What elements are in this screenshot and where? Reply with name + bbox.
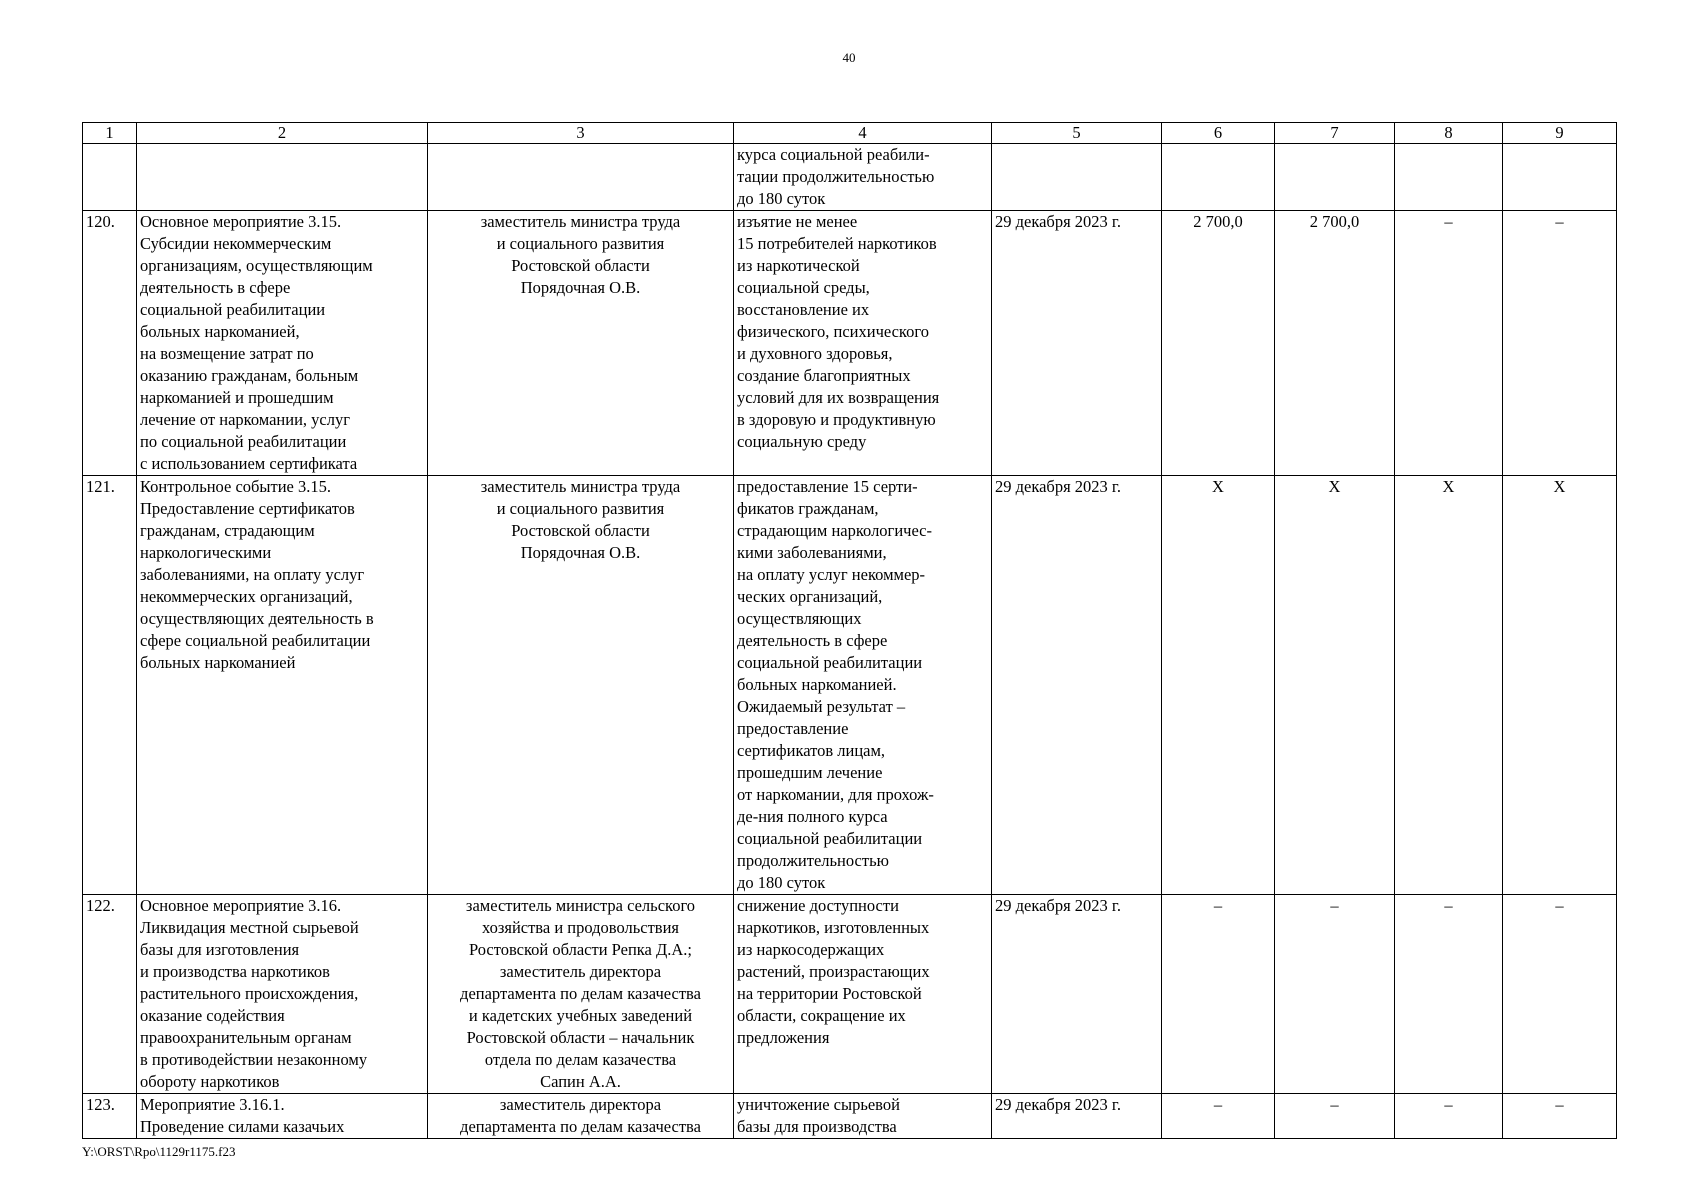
row-number-cell: 123. (83, 1094, 137, 1139)
expected-result-cell-line: условий для их возвращения (737, 388, 940, 407)
row-number-cell (83, 144, 137, 211)
value-cell-8 (1395, 144, 1503, 211)
measure-name-cell-line: осуществляющих деятельность в (140, 609, 374, 628)
value-cell-8: X (1395, 476, 1503, 895)
expected-result-cell-line: социальной реабилитации (737, 829, 923, 848)
responsible-person-cell-line: и социального развития (496, 499, 665, 518)
value-cell-6 (1162, 144, 1275, 211)
responsible-person-cell (428, 211, 734, 476)
value-cell-6: 2 700,0 (1162, 211, 1275, 476)
measure-name-cell (137, 895, 428, 1094)
value-cell-8: – (1395, 895, 1503, 1094)
responsible-person-cell-line: и кадетских учебных заведений (468, 1006, 693, 1025)
expected-result-cell-line: социальной реабилитации (737, 653, 923, 672)
responsible-person-cell-line: и социального развития (496, 234, 665, 253)
measure-name-cell-line: наркоманией и прошедшим (140, 388, 334, 407)
responsible-person-cell-line: Сапин А.А. (540, 1072, 621, 1091)
measure-name-cell-line: и производства наркотиков (140, 962, 330, 981)
header-cell: 1 (83, 123, 137, 144)
table-row (83, 476, 1617, 895)
responsible-person-cell-line: Порядочная О.В. (520, 543, 641, 562)
measure-name-cell-line: правоохранительным органам (140, 1028, 352, 1047)
responsible-person-cell-line: заместитель министра труда (480, 212, 681, 231)
expected-result-cell-line: больных наркоманией. (737, 675, 897, 694)
expected-result-cell-line: продолжительностью (737, 851, 889, 870)
expected-result-cell (734, 211, 992, 476)
measure-name-cell-line: Основное мероприятие 3.16. (140, 896, 342, 915)
header-cell: 2 (137, 123, 428, 144)
expected-result-cell-line: предложения (737, 1028, 830, 1047)
measure-name-cell-line: обороту наркотиков (140, 1072, 280, 1091)
expected-result-cell (734, 144, 992, 211)
expected-result-cell-line: кими заболеваниями, (737, 543, 887, 562)
responsible-person-cell-line: Ростовской области (511, 521, 650, 540)
value-cell-9 (1503, 144, 1617, 211)
responsible-person-cell-line: отдела по делам казачества (484, 1050, 677, 1069)
measure-name-cell (137, 211, 428, 476)
expected-result-cell-line: Ожидаемый результат – (737, 697, 906, 716)
responsible-person-cell (428, 144, 734, 211)
responsible-person-cell (428, 895, 734, 1094)
measure-name-cell-line: наркологическими (140, 543, 272, 562)
expected-result-cell-line: до 180 суток (737, 189, 826, 208)
responsible-person-cell-line: заместитель министра сельского (465, 896, 696, 915)
value-cell-7: – (1275, 895, 1395, 1094)
expected-result-cell-line: осуществляющих (737, 609, 862, 628)
measure-name-cell (137, 1094, 428, 1139)
value-cell-8: – (1395, 211, 1503, 476)
value-cell-7 (1275, 144, 1395, 211)
expected-result-cell-line: растений, произрастающих (737, 962, 930, 981)
expected-result-cell-line: физического, психического (737, 322, 929, 341)
expected-result-cell-line: предоставление (737, 719, 849, 738)
expected-result-cell-line: предоставление 15 серти- (737, 477, 918, 496)
table-row (83, 895, 1617, 1094)
measure-name-cell-line: организациям, осуществляющим (140, 256, 373, 275)
value-cell-6: – (1162, 1094, 1275, 1139)
expected-result-cell-line: страдающим наркологичес- (737, 521, 933, 540)
value-cell-9: – (1503, 895, 1617, 1094)
responsible-person-cell (428, 476, 734, 895)
expected-result-cell-line: наркотиков, изготовленных (737, 918, 930, 937)
value-cell-6: – (1162, 895, 1275, 1094)
expected-result-cell-line: от наркомании, для прохож- (737, 785, 934, 804)
deadline-cell (992, 144, 1162, 211)
header-cell: 9 (1503, 123, 1617, 144)
expected-result-cell-line: области, сокращение их (737, 1006, 906, 1025)
expected-result-cell-line: прошедшим лечение (737, 763, 883, 782)
value-cell-9: – (1503, 1094, 1617, 1139)
header-cell: 5 (992, 123, 1162, 144)
responsible-person-cell-line: Ростовской области – начальник (466, 1028, 695, 1047)
row-number-cell: 122. (83, 895, 137, 1094)
header-cell: 6 (1162, 123, 1275, 144)
value-cell-7: X (1275, 476, 1395, 895)
deadline-cell: 29 декабря 2023 г. (992, 211, 1162, 476)
page-number: 40 (842, 50, 856, 65)
header-cell: 4 (734, 123, 992, 144)
table-row (83, 211, 1617, 476)
deadline-cell: 29 декабря 2023 г. (992, 476, 1162, 895)
responsible-person-cell-line: департамента по делам казачества (460, 1117, 701, 1136)
measure-name-cell-line: растительного происхождения, (140, 984, 359, 1003)
measure-name-cell-line: заболеваниями, на оплату услуг (140, 565, 365, 584)
expected-result-cell-line: курса социальной реабили- (737, 145, 930, 164)
table-row (83, 1094, 1617, 1139)
responsible-person-cell-line: Ростовской области Репка Д.А.; (468, 940, 692, 959)
measure-name-cell-line: на возмещение затрат по (140, 344, 314, 363)
deadline-cell: 29 декабря 2023 г. (992, 1094, 1162, 1139)
expected-result-cell-line: на территории Ростовской (737, 984, 922, 1003)
expected-result-cell-line: снижение доступности (737, 896, 899, 915)
measure-name-cell-line: больных наркоманией (140, 653, 296, 672)
expected-result-cell-line: де-ния полного курса (737, 807, 888, 826)
header-cell: 3 (428, 123, 734, 144)
measure-name-cell-line: Контрольное событие 3.15. (140, 477, 331, 496)
measure-name-cell-line: Субсидии некоммерческим (140, 234, 332, 253)
value-cell-7: – (1275, 1094, 1395, 1139)
measure-name-cell-line: Мероприятие 3.16.1. (140, 1095, 285, 1114)
expected-result-cell-line: деятельность в сфере (737, 631, 888, 650)
measure-name-cell-line: в противодействии незаконному (140, 1050, 368, 1069)
measure-name-cell-line: больных наркоманией, (140, 322, 300, 341)
footer-file-path: Y:\ORST\Rpo\1129r1175.f23 (82, 1144, 236, 1159)
measure-name-cell-line: Предоставление сертификатов (140, 499, 355, 518)
measure-name-cell-line: деятельность в сфере (140, 278, 291, 297)
measure-name-cell-line: по социальной реабилитации (140, 432, 347, 451)
measure-name-cell-line: лечение от наркомании, услуг (140, 410, 350, 429)
header-cell: 7 (1275, 123, 1395, 144)
expected-result-cell-line: уничтожение сырьевой (737, 1095, 900, 1114)
expected-result-cell-line: восстановление их (737, 300, 870, 319)
responsible-person-cell-line: заместитель директора (499, 962, 662, 981)
measure-name-cell (137, 476, 428, 895)
measure-name-cell-line: гражданам, страдающим (140, 521, 315, 540)
responsible-person-cell-line: заместитель министра труда (480, 477, 681, 496)
expected-result-cell-line: и духовного здоровья, (737, 344, 893, 363)
expected-result-cell-line: до 180 суток (737, 873, 826, 892)
measure-name-cell-line: с использованием сертификата (140, 454, 358, 473)
row-number-cell: 120. (83, 211, 137, 476)
expected-result-cell-line: тации продолжительностью (737, 167, 935, 186)
measure-name-cell-line: базы для изготовления (140, 940, 300, 959)
row-number-cell: 121. (83, 476, 137, 895)
value-cell-9: – (1503, 211, 1617, 476)
expected-result-cell-line: социальную среду (737, 432, 867, 451)
value-cell-9: X (1503, 476, 1617, 895)
expected-result-cell (734, 476, 992, 895)
measure-name-cell-line: оказанию гражданам, больным (140, 366, 359, 385)
measures-table (82, 122, 1617, 1139)
expected-result-cell-line: сертификатов лицам, (737, 741, 886, 760)
expected-result-cell-line: на оплату услуг некоммер- (737, 565, 926, 584)
expected-result-cell (734, 895, 992, 1094)
measure-name-cell-line: Основное мероприятие 3.15. (140, 212, 342, 231)
expected-result-cell-line: создание благоприятных (737, 366, 911, 385)
measure-name-cell-line: Проведение силами казачьих (140, 1117, 345, 1136)
expected-result-cell-line: из наркотической (737, 256, 860, 275)
measure-name-cell-line: сфере социальной реабилитации (140, 631, 371, 650)
expected-result-cell (734, 1094, 992, 1139)
measure-name-cell-line: оказание содействия (140, 1006, 285, 1025)
table-header-row (83, 123, 1617, 144)
value-cell-6: X (1162, 476, 1275, 895)
measure-name-cell-line: социальной реабилитации (140, 300, 326, 319)
expected-result-cell-line: из наркосодержащих (737, 940, 885, 959)
expected-result-cell-line: базы для производства (737, 1117, 897, 1136)
deadline-cell: 29 декабря 2023 г. (992, 895, 1162, 1094)
expected-result-cell-line: 15 потребителей наркотиков (737, 234, 937, 253)
expected-result-cell-line: ческих организаций, (737, 587, 883, 606)
measure-name-cell-line: Ликвидация местной сырьевой (140, 918, 359, 937)
value-cell-7: 2 700,0 (1275, 211, 1395, 476)
responsible-person-cell-line: заместитель директора (499, 1095, 662, 1114)
measure-name-cell-line: некоммерческих организаций, (140, 587, 353, 606)
responsible-person-cell-line: хозяйства и продовольствия (481, 918, 680, 937)
expected-result-cell-line: изъятие не менее (737, 212, 858, 231)
measure-name-cell (137, 144, 428, 211)
expected-result-cell-line: фикатов гражданам, (737, 499, 879, 518)
responsible-person-cell-line: Ростовской области (511, 256, 650, 275)
responsible-person-cell (428, 1094, 734, 1139)
table-row (83, 144, 1617, 211)
value-cell-8: – (1395, 1094, 1503, 1139)
expected-result-cell-line: в здоровую и продуктивную (737, 410, 936, 429)
responsible-person-cell-line: Порядочная О.В. (520, 278, 641, 297)
expected-result-cell-line: социальной среды, (737, 278, 870, 297)
header-cell: 8 (1395, 123, 1503, 144)
responsible-person-cell-line: департамента по делам казачества (460, 984, 701, 1003)
